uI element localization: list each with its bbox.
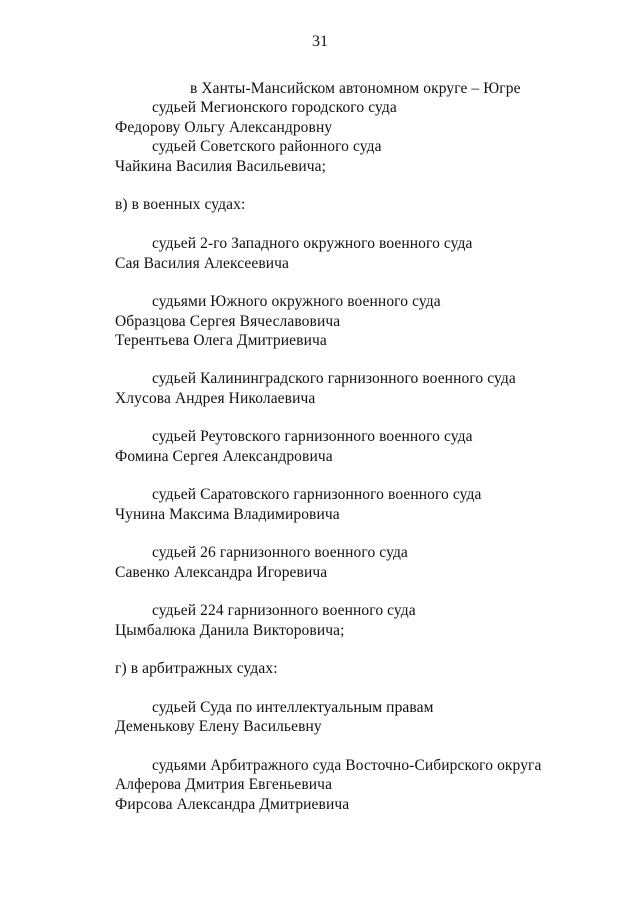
judge-name: Образцова Сергея Вячеславовича: [115, 313, 341, 330]
position-line: судьей Калининградского гарнизонного военного суда: [152, 370, 516, 387]
position-line: судьей Советского районного суда: [152, 138, 382, 155]
position-line: судьей Мегионского городского суда: [152, 99, 397, 116]
position-line: судьями Южного окружного военного суда: [152, 293, 441, 310]
judge-name: Цымбалюка Данила Викторовича;: [115, 622, 345, 639]
position-line: судьей 26 гарнизонного военного суда: [152, 544, 408, 561]
judge-name: Федорову Ольгу Александровну: [115, 119, 333, 136]
position-line: судьей 224 гарнизонного военного суда: [152, 602, 416, 619]
judge-name: Фирсова Александра Дмитриевича: [115, 796, 350, 813]
region-line: в Ханты-Мансийском автономном округе – Югре: [190, 80, 521, 97]
position-line: судьей Суда по интеллектуальным правам: [152, 699, 434, 716]
section-heading-arbitration: г) в арбитражных судах:: [115, 660, 278, 677]
position-line: судьей Саратовского гарнизонного военного суда: [152, 486, 482, 503]
section-heading-military: в) в военных судах:: [115, 196, 246, 213]
position-line: судьей Реутовского гарнизонного военного суда: [152, 428, 473, 445]
judge-name: Чунина Максима Владимировича: [115, 506, 340, 523]
judge-name: Чайкина Василия Васильевича;: [115, 158, 327, 175]
position-line: судьями Арбитражного суда Восточно-Сибирского округа: [152, 757, 542, 774]
page-number: 31: [312, 33, 328, 50]
judge-name: Фомина Сергея Александровича: [115, 448, 333, 465]
judge-name: Деменькову Елену Васильевну: [115, 718, 322, 735]
judge-name: Терентьева Олега Дмитриевича: [115, 332, 327, 349]
judge-name: Савенко Александра Игоревича: [115, 564, 328, 581]
judge-name: Хлусова Андрея Николаевича: [115, 390, 316, 407]
judge-name: Сая Василия Алексеевича: [115, 255, 290, 272]
judge-name: Алферова Дмитрия Евгеньевича: [115, 776, 333, 793]
position-line: судьей 2-го Западного окружного военного суда: [152, 235, 473, 252]
